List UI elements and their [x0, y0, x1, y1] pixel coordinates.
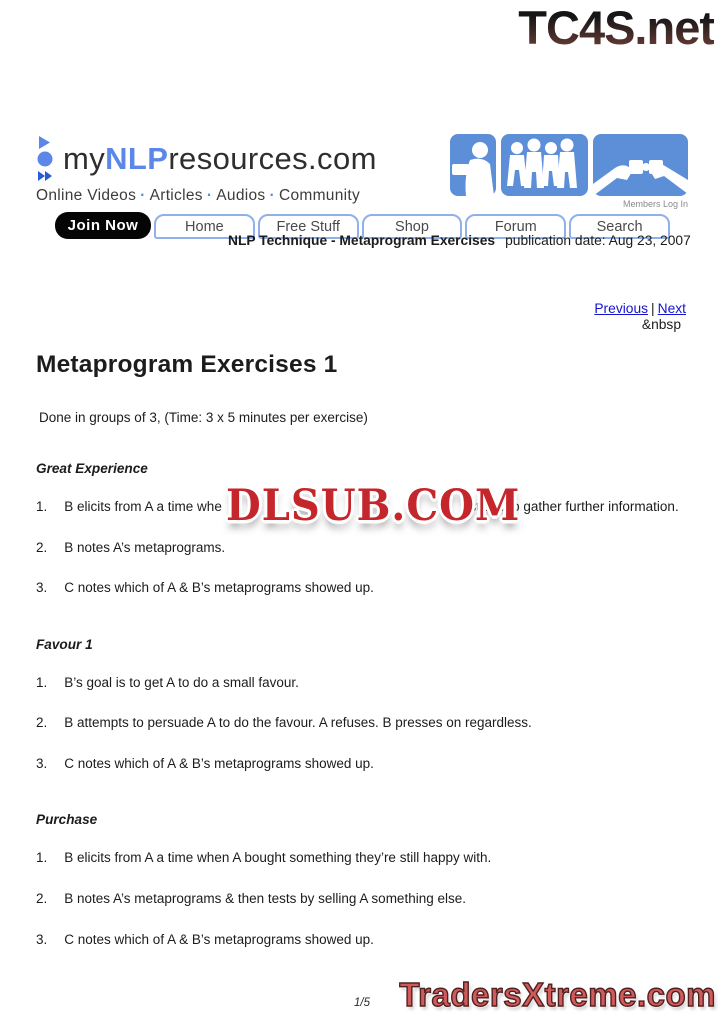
section-heading-purchase: Purchase [36, 812, 98, 828]
list-item [36, 713, 688, 733]
intro-text: Done in groups of 3, (Time: 3 x 5 minutes per exercise) [39, 410, 368, 425]
logo-wordmark [63, 141, 377, 177]
section-heading-favour-1: Favour 1 [36, 636, 93, 652]
pager [594, 301, 686, 332]
item-number: 2. [36, 539, 48, 555]
puzzle-hands-image [593, 134, 688, 196]
item-text: B elicits from A a time when A bought something they’re still happy with. [64, 850, 492, 866]
item-number: 2. [36, 715, 48, 731]
item-text: C notes which of A & B’s metaprograms showed up. [64, 931, 374, 947]
list-item [36, 754, 688, 774]
article-title: NLP Technique - Metaprogram Exercises [228, 233, 496, 248]
item-number: 1. [36, 674, 48, 690]
dot-separator-icon: · [206, 187, 213, 204]
pager-separator: | [651, 301, 655, 316]
site-header [36, 134, 688, 209]
item-text-after-watermark: estions to gather further information. [461, 499, 679, 514]
item-text: C notes which of A & B’s metaprograms showed up. [64, 755, 374, 771]
item-number: 2. [36, 890, 48, 906]
item-number: 1. [36, 850, 48, 866]
tradersxtreme-watermark-logo: TradersXtreme.com [399, 976, 716, 1013]
logo-suffix: resources.com [168, 141, 377, 176]
article-body [36, 351, 688, 949]
list-item [36, 889, 688, 909]
list-item [36, 538, 688, 558]
publication-date: publication date: Aug 23, 2007 [505, 233, 691, 248]
item-number: 3. [36, 931, 48, 947]
page-number: 1/5 [354, 997, 370, 1009]
previous-link[interactable]: Previous [594, 301, 649, 316]
section-heading-great-experience: Great Experience [36, 461, 148, 476]
group-of-people-image [501, 134, 588, 196]
item-text-before-watermark: B elicits from A a time whe [64, 499, 222, 514]
list-item [36, 578, 688, 598]
logo-prefix: my [63, 141, 106, 176]
logo-highlight: NLP [105, 141, 169, 176]
dlsub-watermark: DLSUB.COM [226, 480, 521, 531]
tab-home[interactable]: Home [154, 214, 255, 239]
item-text: B notes A’s metaprograms & then tests by selling A something else. [64, 890, 466, 906]
tab-search[interactable]: Search [569, 214, 670, 239]
join-now-button[interactable]: Join Now [55, 212, 151, 239]
play-media-icon [36, 134, 60, 184]
photographer-image [450, 134, 496, 196]
item-number: 3. [36, 755, 48, 771]
item-number: 3. [36, 580, 48, 596]
tab-free-stuff[interactable]: Free Stuff [258, 214, 359, 239]
item-text: B’s goal is to get A to do a small favour. [64, 674, 299, 690]
next-link[interactable]: Next [657, 301, 686, 316]
list-item [36, 673, 688, 693]
item-text: C notes which of A & B’s metaprograms showed up. [64, 580, 374, 596]
nbsp-text: &nbsp [641, 317, 681, 332]
item-text: B notes A’s metaprograms. [64, 539, 226, 555]
members-login-link[interactable]: Members Log In [622, 199, 688, 209]
item-text: B attempts to persuade A to do the favour. A refuses. B presses on regardless. [64, 715, 532, 731]
page-title: Metaprogram Exercises 1 [36, 351, 338, 378]
list-item [36, 930, 688, 950]
dot-separator-icon: · [140, 187, 146, 204]
dot-separator-icon: · [269, 187, 275, 204]
site-tagline: Online Videos · Articles · Audios · Community [36, 187, 361, 204]
tab-shop[interactable]: Shop [362, 214, 463, 239]
site-logo [36, 134, 388, 209]
article-header-line [228, 233, 691, 248]
header-images-block [450, 134, 688, 209]
tab-forum[interactable]: Forum [465, 214, 566, 239]
item-number: 1. [36, 499, 48, 514]
tc4s-watermark-logo: TC4S.net [518, 1, 714, 54]
list-item [36, 848, 688, 868]
